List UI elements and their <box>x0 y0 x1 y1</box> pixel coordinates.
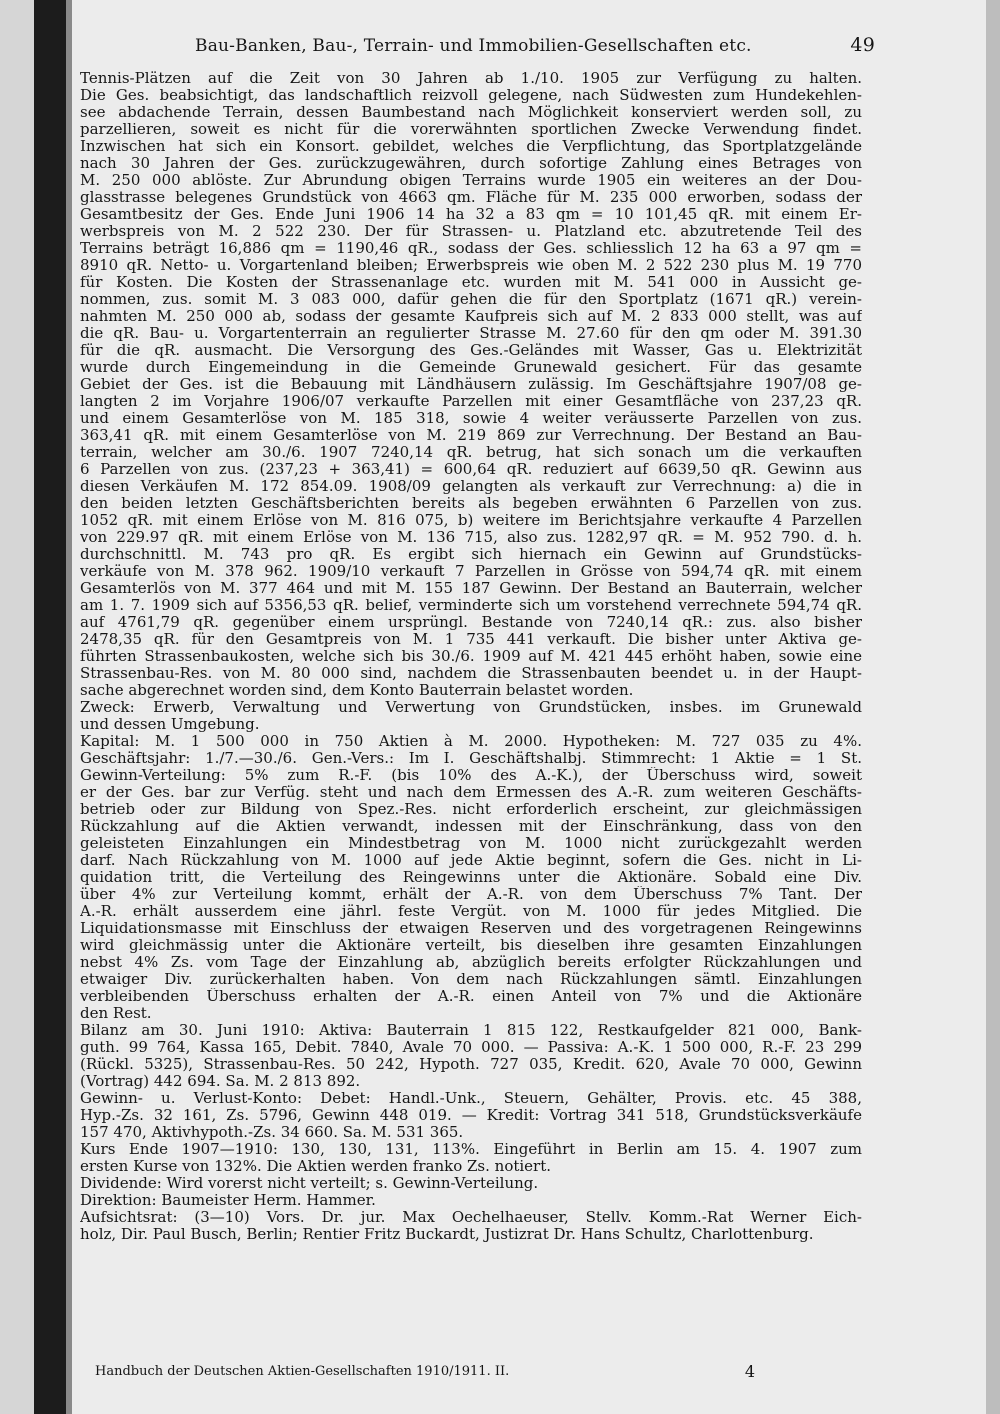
text-line: auf 4761,79 qR. gegenüber einem ursprüngl. Bestande von 7240,14 qR.: zus. also bisher <box>80 614 862 631</box>
text-line: Gewinn-Verteilung: 5% zum R.-F. (bis 10% des A.-K.), der Überschuss wird, soweit <box>80 767 862 784</box>
text-line: Rückzahlung auf die Aktien verwandt, indessen mit der Einschränkung, dass von den <box>80 818 862 835</box>
page-number: 49 <box>850 34 875 56</box>
paragraph <box>80 1090 862 1141</box>
text-line: Bilanz am 30. Juni 1910: Aktiva: Bauterrain 1 815 122, Restkaufgelder 821 000, Bank- <box>80 1022 862 1039</box>
paragraph <box>80 1192 862 1209</box>
text-line: Liquidationsmasse mit Einschluss der etwaigen Reserven und des vorgetragenen Reingewinns <box>80 920 862 937</box>
header-title: Bau-Banken, Bau-, Terrain- und Immobilien-Gesellschaften etc. <box>195 36 752 56</box>
text-line: geleisteten Einzahlungen ein Mindestbetrag von M. 1000 nicht zurückgezahlt werden <box>80 835 862 852</box>
text-line: Kapital: M. 1 500 000 in 750 Aktien à M. 2000. Hypotheken: M. 727 035 zu 4%. <box>80 733 862 750</box>
text-line: Terrains beträgt 16,886 qm = 1190,46 qR., sodass der Ges. schliesslich 12 ha 63 a 97 qm = <box>80 240 862 257</box>
text-line: (Vortrag) 442 694. Sa. M. 2 813 892. <box>80 1073 361 1090</box>
text-line: Die Ges. beabsichtigt, das landschaftlich reizvoll gelegene, nach Südwesten zum Hundekehlen- <box>80 87 862 104</box>
text-line: Hyp.-Zs. 32 161, Zs. 5796, Gewinn 448 019. — Kredit: Vortrag 341 518, Grundstücksverkäufe <box>80 1107 862 1124</box>
text-line: verbleibenden Überschuss erhalten der A.-R. einen Anteil von 7% und die Aktionäre <box>80 988 862 1005</box>
text-line: verkäufe von M. 378 962. 1909/10 verkauft 7 Parzellen in Grösse von 594,74 qR. mit einem <box>80 563 862 580</box>
text-line: und einem Gesamterlöse von M. 185 318, sowie 4 weiter veräusserte Parzellen von zus. <box>80 410 862 427</box>
text-line: für Kosten. Die Kosten der Strassenanlage etc. wurden mit M. 541 000 in Aussicht ge- <box>80 274 862 291</box>
text-line: glasstrasse belegenes Grundstück von 4663 qm. Fläche für M. 235 000 erworben, sodass der <box>80 189 862 206</box>
text-line: den beiden letzten Geschäftsberichten bereits als begeben erwähnten 6 Parzellen von zus. <box>80 495 862 512</box>
text-line: die qR. Bau- u. Vorgartenterrain an regulierter Strasse M. 27.60 für den qm oder M. 391.30 <box>80 325 862 342</box>
text-line: Kurs Ende 1907—1910: 130, 130, 131, 113%. Eingeführt in Berlin am 15. 4. 1907 zum <box>80 1141 862 1158</box>
text-line: durchschnittl. M. 743 pro qR. Es ergibt sich hiernach ein Gewinn auf Grundstücks- <box>80 546 862 563</box>
running-header <box>195 36 875 60</box>
text-line: quidation tritt, die Verteilung des Reingewinns unter die Aktionäre. Sobald eine Div. <box>80 869 862 886</box>
text-line: Gewinn- u. Verlust-Konto: Debet: Handl.-Unk., Steuern, Gehälter, Provis. etc. 45 388, <box>80 1090 862 1107</box>
text-line: nach 30 Jahren der Ges. zurückzugewähren, durch sofortige Zahlung eines Betrages von <box>80 155 862 172</box>
text-line: guth. 99 764, Kassa 165, Debit. 7840, Avale 70 000. — Passiva: A.-K. 1 500 000, R.-F. 23 299 <box>80 1039 862 1056</box>
text-line: diesen Verkäufen M. 172 854.09. 1908/09 gelangten als verkauft zur Verrechnung: a) die in <box>80 478 862 495</box>
text-line: Aufsichtsrat: (3—10) Vors. Dr. jur. Max Oechelhaeuser, Stellv. Komm.-Rat Werner Eich- <box>80 1209 862 1226</box>
text-line: Strassenbau-Res. von M. 80 000 sind, nachdem die Strassenbauten beendet u. in der Haupt- <box>80 665 862 682</box>
spine-edge <box>66 0 72 1414</box>
text-line: M. 250 000 ablöste. Zur Abrundung obigen Terrains wurde 1905 ein weiteres an der Dou- <box>80 172 862 189</box>
text-line: werbspreis von M. 2 522 230. Der für Strassen- u. Platzland etc. abzutretende Teil des <box>80 223 862 240</box>
text-line: über 4% zur Verteilung kommt, erhält der A.-R. von dem Überschuss 7% Tant. Der <box>80 886 862 903</box>
text-line: parzellieren, soweit es nicht für die vorerwähnten sportlichen Zwecke Verwendung findet. <box>80 121 862 138</box>
text-line: Direktion: Baumeister Herm. Hammer. <box>80 1192 376 1209</box>
text-line: und dessen Umgebung. <box>80 716 260 733</box>
book-spine-shadow <box>34 0 66 1414</box>
text-line: 2478,35 qR. für den Gesamtpreis von M. 1 735 441 verkauft. Die bisher unter Aktiva ge- <box>80 631 862 648</box>
text-line: terrain, welcher am 30./6. 1907 7240,14 qR. betrug, hat sich sonach um die verkauften <box>80 444 862 461</box>
signature-mark: 4 <box>744 1362 755 1381</box>
text-line: von 229.97 qR. mit einem Erlöse von M. 136 715, also zus. 1282,97 qR. = M. 952 790. d. h. <box>80 529 862 546</box>
text-line: Inzwischen hat sich ein Konsort. gebildet, welches die Verpflichtung, das Sportplatzgelände <box>80 138 862 155</box>
text-line: den Rest. <box>80 1005 152 1022</box>
right-page-edge <box>986 0 1000 1414</box>
text-line: 6 Parzellen von zus. (237,23 + 363,41) = 600,64 qR. reduziert auf 6639,50 qR. Gewinn aus <box>80 461 862 478</box>
text-line: 363,41 qR. mit einem Gesamterlöse von M. 219 869 zur Verrechnung. Der Bestand an Bau- <box>80 427 862 444</box>
text-line: 1052 qR. mit einem Erlöse von M. 816 075, b) weitere im Berichtsjahre verkaufte 4 Parzellen <box>80 512 862 529</box>
text-line: am 1. 7. 1909 sich auf 5356,53 qR. belief, verminderte sich um vorstehend verrechnete 594,74 qR. <box>80 597 862 614</box>
paragraph <box>80 699 862 733</box>
text-line: Gesamtbesitz der Ges. Ende Juni 1906 14 ha 32 a 83 qm = 10 101,45 qR. mit einem Er- <box>80 206 862 223</box>
paragraph <box>80 733 862 1022</box>
text-line: darf. Nach Rückzahlung von M. 1000 auf jede Aktie beginnt, sofern die Ges. nicht in Li- <box>80 852 862 869</box>
text-line: wurde durch Eingemeindung in die Gemeinde Grunewald gesichert. Für das gesamte <box>80 359 862 376</box>
paragraph <box>80 1022 862 1090</box>
text-line: ersten Kurse von 132%. Die Aktien werden franko Zs. notiert. <box>80 1158 552 1175</box>
text-line: see abdachende Terrain, dessen Baumbestand nach Möglichkeit konserviert werden soll, zu <box>80 104 862 121</box>
text-line: Geschäftsjahr: 1./7.—30./6. Gen.-Vers.: Im I. Geschäftshalbj. Stimmrecht: 1 Aktie = 1 St. <box>80 750 862 767</box>
text-line: A.-R. erhält ausserdem eine jährl. feste Vergüt. von M. 1000 für jedes Mitglied. Die <box>80 903 862 920</box>
text-line: Tennis-Plätzen auf die Zeit von 30 Jahren ab 1./10. 1905 zur Verfügung zu halten. <box>80 70 862 87</box>
text-line: Gesamterlös von M. 377 464 und mit M. 155 187 Gewinn. Der Bestand an Bauterrain, welcher <box>80 580 862 597</box>
text-line: nahmten M. 250 000 ab, sodass der gesamte Kaufpreis sich auf M. 2 833 000 stellt, was auf <box>80 308 862 325</box>
paragraph <box>80 1209 862 1243</box>
text-line: 157 470, Aktivhypoth.-Zs. 34 660. Sa. M. 531 365. <box>80 1124 464 1141</box>
paragraph <box>80 1141 862 1175</box>
text-line: Dividende: Wird vorerst nicht verteilt; s. Gewinn-Verteilung. <box>80 1175 539 1192</box>
text-line: für die qR. ausmacht. Die Versorgung des Ges.-Geländes mit Wasser, Gas u. Elektrizität <box>80 342 862 359</box>
text-line: Gebiet der Ges. ist die Bebauung mit Ländhäusern zulässig. Im Geschäftsjahre 1907/08 ge- <box>80 376 862 393</box>
text-line: holz, Dir. Paul Busch, Berlin; Rentier Fritz Buckardt, Justizrat Dr. Hans Schultz, Charlottenburg. <box>80 1226 814 1243</box>
text-line: nommen, zus. somit M. 3 083 000, dafür gehen die für den Sportplatz (1671 qR.) verein- <box>80 291 862 308</box>
text-line: langten 2 im Vorjahre 1906/07 verkaufte Parzellen mit einer Gesamtfläche von 237,23 qR. <box>80 393 862 410</box>
text-line: Zweck: Erwerb, Verwaltung und Verwertung von Grundstücken, insbes. im Grunewald <box>80 699 862 716</box>
text-line: etwaiger Div. zurückerhalten haben. Von dem nach Rückzahlungen sämtl. Einzahlungen <box>80 971 862 988</box>
paragraph <box>80 1175 862 1192</box>
text-line: 8910 qR. Netto- u. Vorgartenland bleiben; Erwerbspreis wie oben M. 2 522 230 plus M. 19 770 <box>80 257 862 274</box>
text-line: er der Ges. bar zur Verfüg. steht und nach dem Ermessen des A.-R. zum weiteren Geschäfts- <box>80 784 862 801</box>
paragraph <box>80 70 862 699</box>
text-line: sache abgerechnet worden sind, dem Konto Bauterrain belastet worden. <box>80 682 634 699</box>
body-text-column <box>80 70 862 1243</box>
text-line: (Rückl. 5325), Strassenbau-Res. 50 242, Hypoth. 727 035, Kredit. 620, Avale 70 000, Gewinn <box>80 1056 862 1073</box>
text-line: nebst 4% Zs. vom Tage der Einzahlung ab, abzüglich bereits erfolgter Rückzahlungen und <box>80 954 862 971</box>
footer-title: Handbuch der Deutschen Aktien-Gesellschaften 1910/1911. II. <box>95 1364 510 1379</box>
text-line: führten Strassenbaukosten, welche sich bis 30./6. 1909 auf M. 421 445 erhöht haben, sowie eine <box>80 648 862 665</box>
text-line: betrieb oder zur Bildung von Spez.-Res. nicht erforderlich erscheint, zur gleichmässigen <box>80 801 862 818</box>
text-line: wird gleichmässig unter die Aktionäre verteilt, bis dieselben ihre gesamten Einzahlungen <box>80 937 862 954</box>
